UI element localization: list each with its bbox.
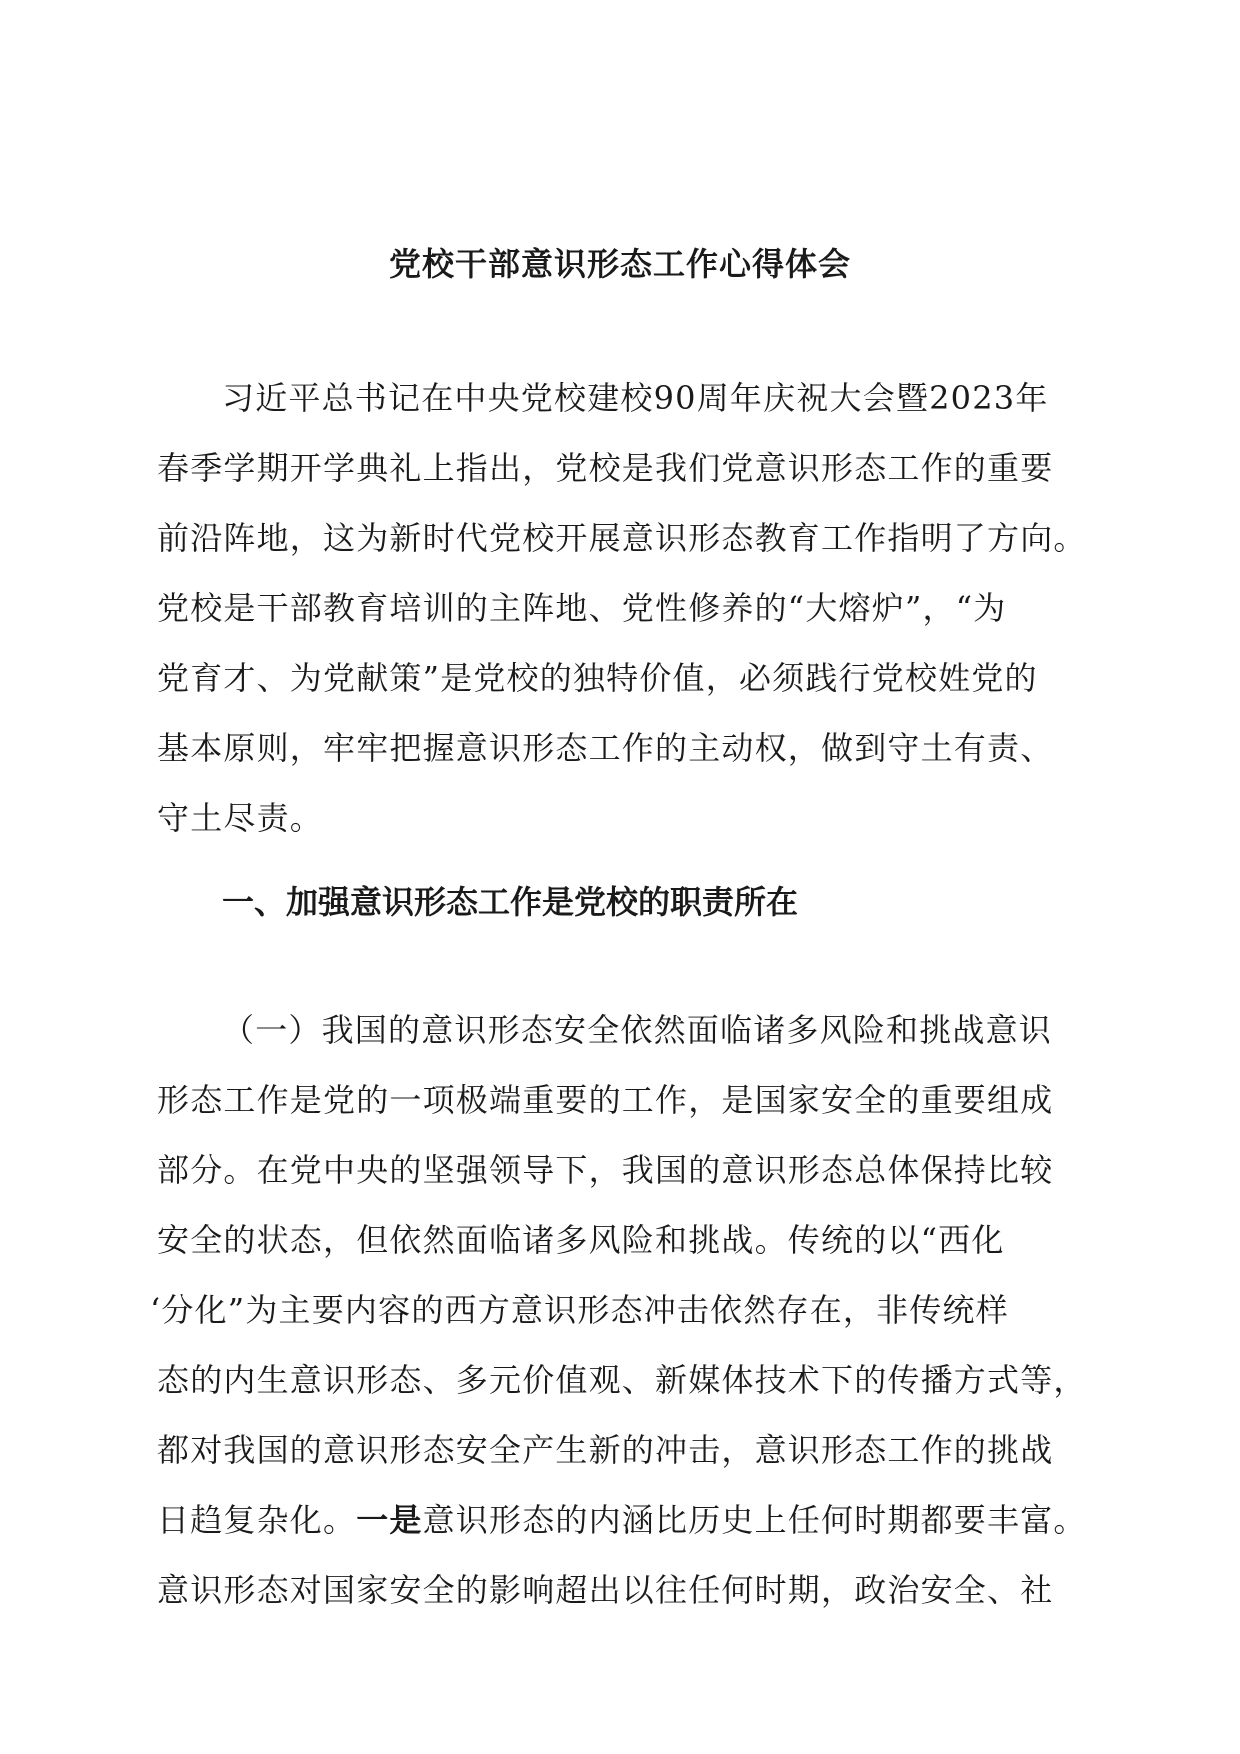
section-heading-1: 一、加强意识形态工作是党校的职责所在 xyxy=(222,883,799,921)
section1-line-7: 都对我国的意识形态安全产生新的冲击，意识形态工作的挑战 xyxy=(157,1431,1054,1469)
section1-line-8 xyxy=(157,1498,1087,1542)
section1-line-3: 部分。在党中央的坚强领导下，我国的意识形态总体保持比较 xyxy=(157,1151,1054,1189)
intro-line-6: 基本原则，牢牢把握意识形态工作的主动权，做到守土有责、 xyxy=(157,729,1054,767)
intro-line-4: 党校是干部教育培训的主阵地、党性修养的“大熔炉”，“为 xyxy=(157,589,1007,627)
section1-line-9: 意识形态对国家安全的影响超出以往任何时期，政治安全、社 xyxy=(157,1571,1054,1609)
section1-line-5: ‘分化”为主要内容的西方意识形态冲击依然存在，非传统样 xyxy=(150,1291,1009,1329)
line-8-prefix: 日趋复杂化。 xyxy=(157,1501,357,1539)
section1-line-2: 形态工作是党的一项极端重要的工作，是国家安全的重要组成 xyxy=(157,1081,1054,1119)
section1-line-1: （一）我国的意识形态安全依然面临诸多风险和挑战意识 xyxy=(222,1011,1053,1049)
intro-line-1: 习近平总书记在中央党校建校90周年庆祝大会暨2023年 xyxy=(222,379,1049,417)
intro-line-7: 守土尽责。 xyxy=(157,799,324,837)
line-8-suffix: 意识形态的内涵比历史上任何时期都要丰富。 xyxy=(422,1501,1087,1539)
emphasis-yishi: 一是 xyxy=(356,1501,423,1539)
section1-line-4: 安全的状态，但依然面临诸多风险和挑战。传统的以“西化 xyxy=(157,1221,1005,1259)
intro-line-5: 党育才、为党献策”是党校的独特价值，必须践行党校姓党的 xyxy=(157,659,1038,697)
intro-line-2: 春季学期开学典礼上指出，党校是我们党意识形态工作的重要 xyxy=(157,449,1054,487)
document-title: 党校干部意识形态工作心得体会 xyxy=(388,245,851,283)
section1-line-6: 态的内生意识形态、多元价值观、新媒体技术下的传播方式等， xyxy=(157,1361,1087,1399)
intro-line-3: 前沿阵地，这为新时代党校开展意识形态教育工作指明了方向。 xyxy=(157,519,1087,557)
